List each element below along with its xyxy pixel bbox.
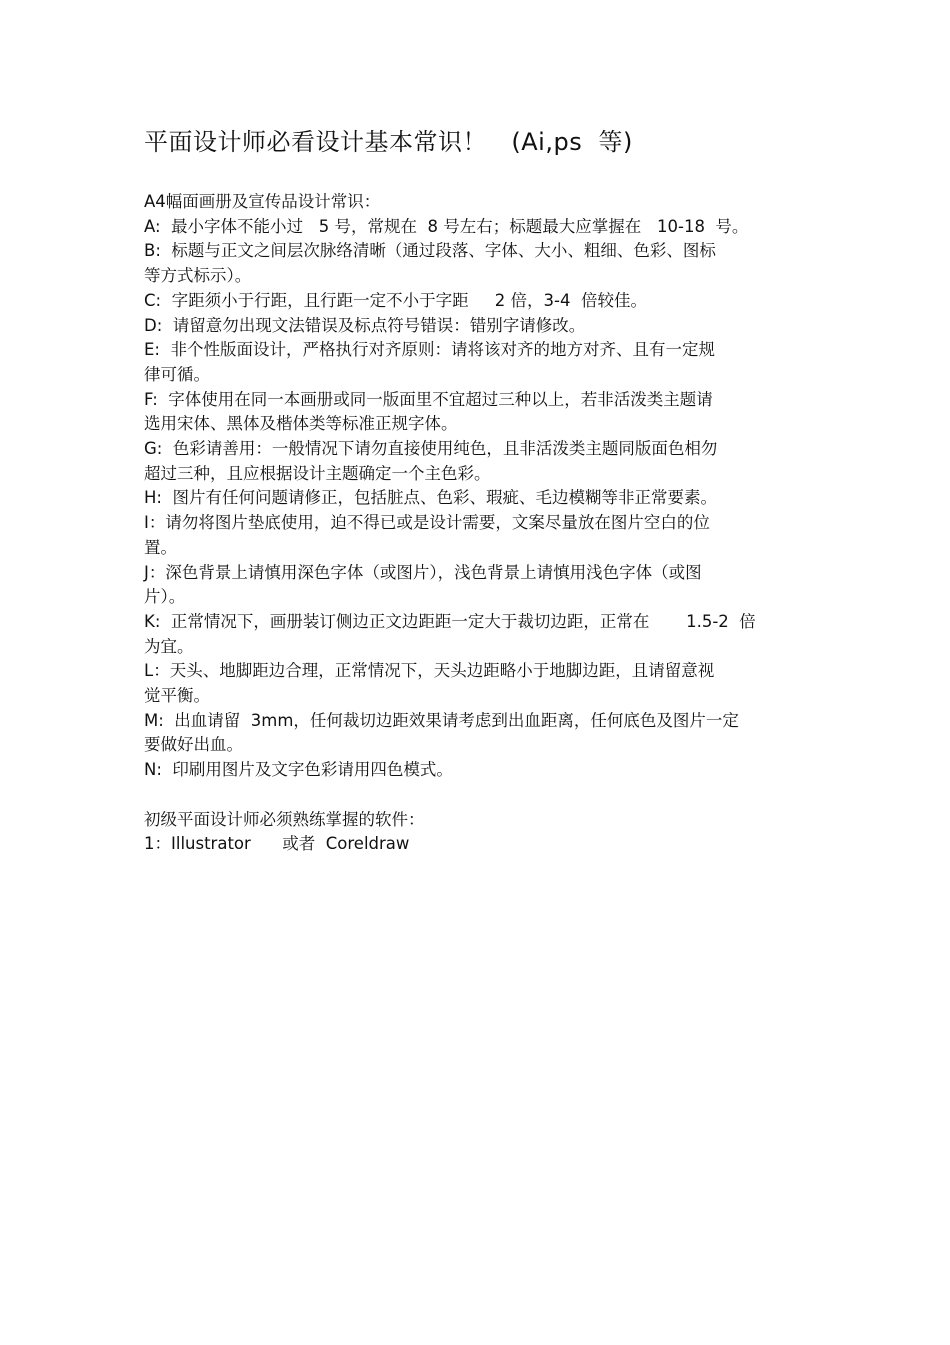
rule-line-continued: 律可循。 [144,364,210,384]
rule-line: C: 字距须小于行距，且行距一定不小于字距 2 倍，3-4 倍较佳。 [144,290,647,310]
rule-item-a [144,215,824,240]
rule-line-continued: 为宜。 [144,636,194,656]
rule-line-continued: 要做好出血。 [144,735,243,755]
rule-item-j [144,561,824,610]
rule-item-k [144,610,824,659]
rule-line-continued: 选用宋体、黑体及楷体类等标准正规字体。 [144,414,458,434]
rule-line: L：天头、地脚距边合理，正常情况下，天头边距略小于地脚边距，且请留意视 [144,661,715,681]
rule-line: H: 图片有任何问题请修正，包括脏点、色彩、瑕疵、毛边模糊等非正常要素。 [144,488,717,508]
rule-line-continued: 等方式标示）。 [144,266,252,286]
rule-item-b [144,239,824,288]
rule-line: D: 请留意勿出现文法错误及标点符号错误：错别字请修改。 [144,315,586,335]
rule-line: J：深色背景上请慎用深色字体（或图片），浅色背景上请慎用浅色字体（或图 [144,562,702,582]
software-item: 1：Illustrator 或者 Coreldraw [144,834,410,854]
rule-item-e [144,338,824,387]
rule-item-c [144,289,824,314]
rule-item-h [144,486,824,511]
rule-item-m [144,709,824,758]
rule-item-n [144,758,824,783]
rule-line: M: 出血请留 3mm，任何裁切边距效果请考虑到出血距离，任何底色及图片一定 [144,710,739,730]
rule-line: I：请勿将图片垫底使用，迫不得已或是设计需要，文案尽量放在图片空白的位 [144,513,710,533]
document-body [144,190,824,857]
rule-line: E: 非个性版面设计，严格执行对齐原则：请将该对齐的地方对齐、且有一定规 [144,340,715,360]
rule-item-l [144,659,824,708]
rule-line: F: 字体使用在同一本画册或同一版面里不宜超过三种以上，若非活泼类主题请 [144,389,713,409]
rule-line: K: 正常情况下，画册装订侧边正文边距距一定大于裁切边距，正常在 1.5-2 倍 [144,611,756,631]
document-title: 平面设计师必看设计基本常识！ (Ai,ps 等) [144,128,633,156]
section-heading-a4: A4幅面画册及宣传品设计常识： [144,192,381,211]
rule-line: N: 印刷用图片及文字色彩请用四色模式。 [144,760,453,780]
paragraph-gap [144,783,824,808]
rule-item-i [144,511,824,560]
rule-item-f [144,388,824,437]
rule-item-d [144,314,824,339]
rule-line: A: 最小字体不能小过 5 号，常规在 8 号左右；标题最大应掌握在 10-18 号。 [144,216,749,236]
rule-line: G: 色彩请善用：一般情况下请勿直接使用纯色，且非活泼类主题同版面色相勿 [144,439,718,459]
rule-line: B: 标题与正文之间层次脉络清晰（通过段落、字体、大小、粗细、色彩、图标 [144,241,716,261]
rule-item-g [144,437,824,486]
rule-line-continued: 觉平衡。 [144,686,210,706]
rule-line-continued: 片）。 [144,587,186,607]
rule-line-continued: 超过三种，且应根据设计主题确定一个主色彩。 [144,463,491,483]
rule-line-continued: 置。 [144,537,177,557]
section-heading-software: 初级平面设计师必须熟练掌握的软件： [144,809,425,829]
